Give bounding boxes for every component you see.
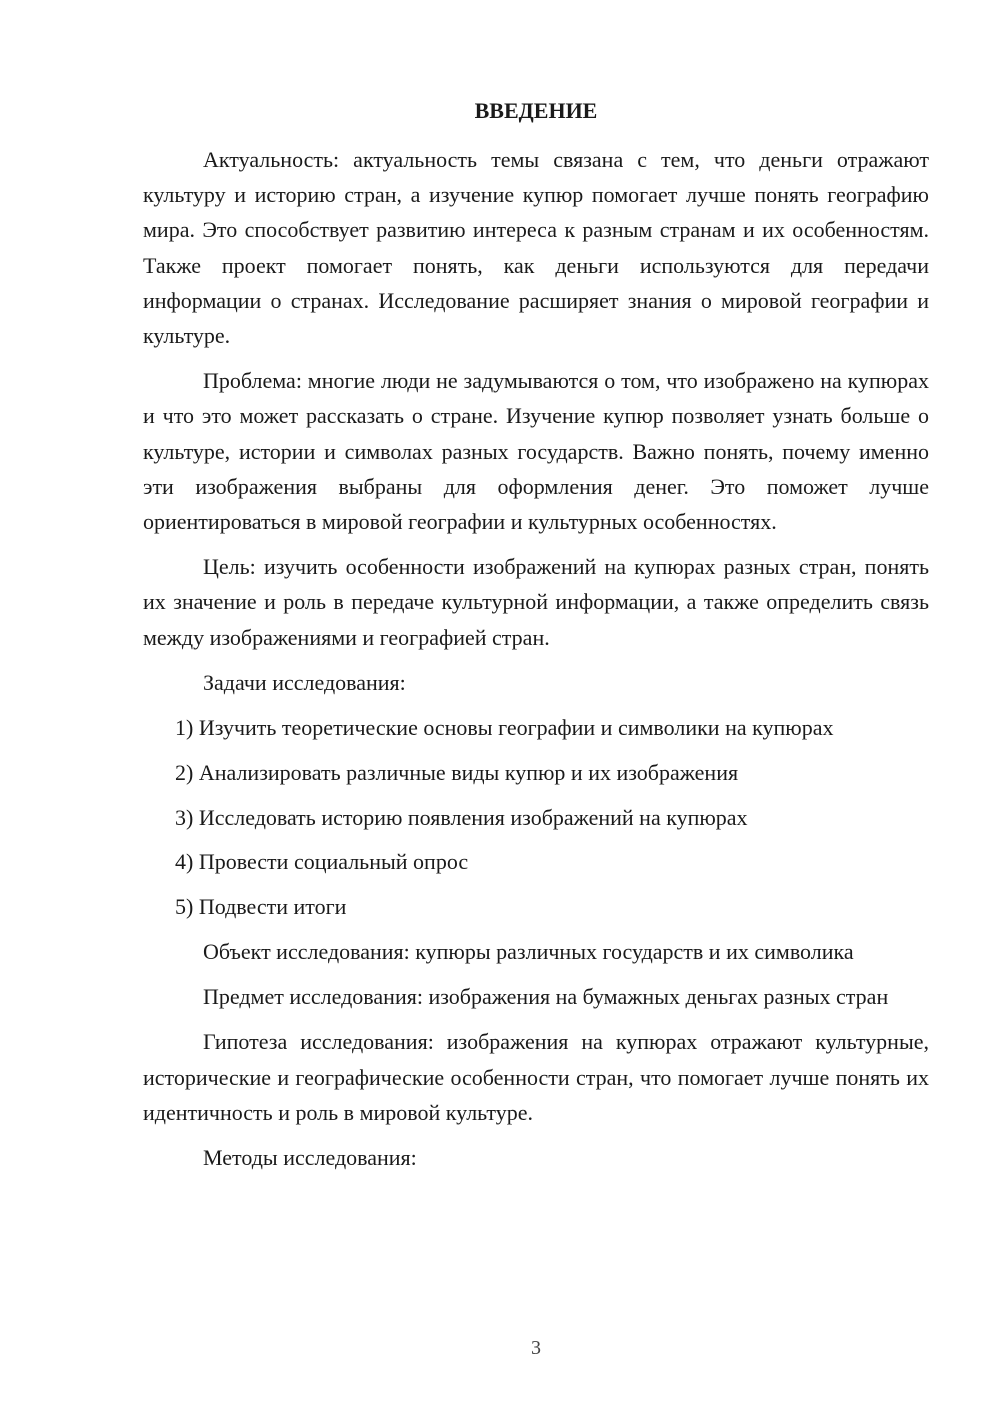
subject-paragraph: Предмет исследования: изображения на бумажных деньгах разных стран [203, 984, 889, 1010]
task-item: 2) Анализировать различные виды купюр и их изображения [175, 759, 739, 785]
object-paragraph: Объект исследования: купюры различных государств и их символика [203, 939, 854, 965]
page-title: ВВЕДЕНИЕ [474, 98, 598, 123]
task-item: 5) Подвести итоги [175, 894, 347, 920]
goal-paragraph: Цель: изучить особенности изображений на купюрах разных стран, понять их значение и роль в передаче культурной информации, а также определить связь между изображениями и географией стран. [143, 554, 929, 650]
task-item: 1) Изучить теоретические основы географии и символики на купюрах [175, 715, 834, 741]
tasks-list [143, 710, 929, 924]
methods-heading: Методы исследования: [203, 1145, 417, 1171]
tasks-heading: Задачи исследования: [203, 669, 406, 695]
hypothesis-paragraph: Гипотеза исследования: изображения на купюрах отражают культурные, исторические и географические особенности стран, что помогает лучше понять их идентичность и роль в мировой культуре. [143, 1029, 929, 1125]
problem-paragraph: Проблема: многие люди не задумываются о том, что изображено на купюрах и что это может рассказать о стране. Изучение купюр позволяет узнать больше о культуре, истории и символах разных государств. Важно понять, почему именно эти изображения выбраны для оформления денег. Это поможет лучше ориентироваться в мировой географии и культурных особенностях. [143, 368, 929, 535]
document-body [143, 142, 929, 1185]
relevance-paragraph: Актуальность: актуальность темы связана с тем, что деньги отражают культуру и историю стран, а изучение купюр помогает лучше понять географию мира. Это способствует развитию интереса к разным странам и их особенностям. Также проект помогает понять, как деньги используются для передачи информации о странах. Исследование расширяет знания о мировой географии и культуре. [143, 147, 929, 349]
page-number: 3 [531, 1337, 541, 1359]
task-item: 4) Провести социальный опрос [175, 849, 469, 875]
task-item: 3) Исследовать историю появления изображений на купюрах [175, 804, 748, 830]
